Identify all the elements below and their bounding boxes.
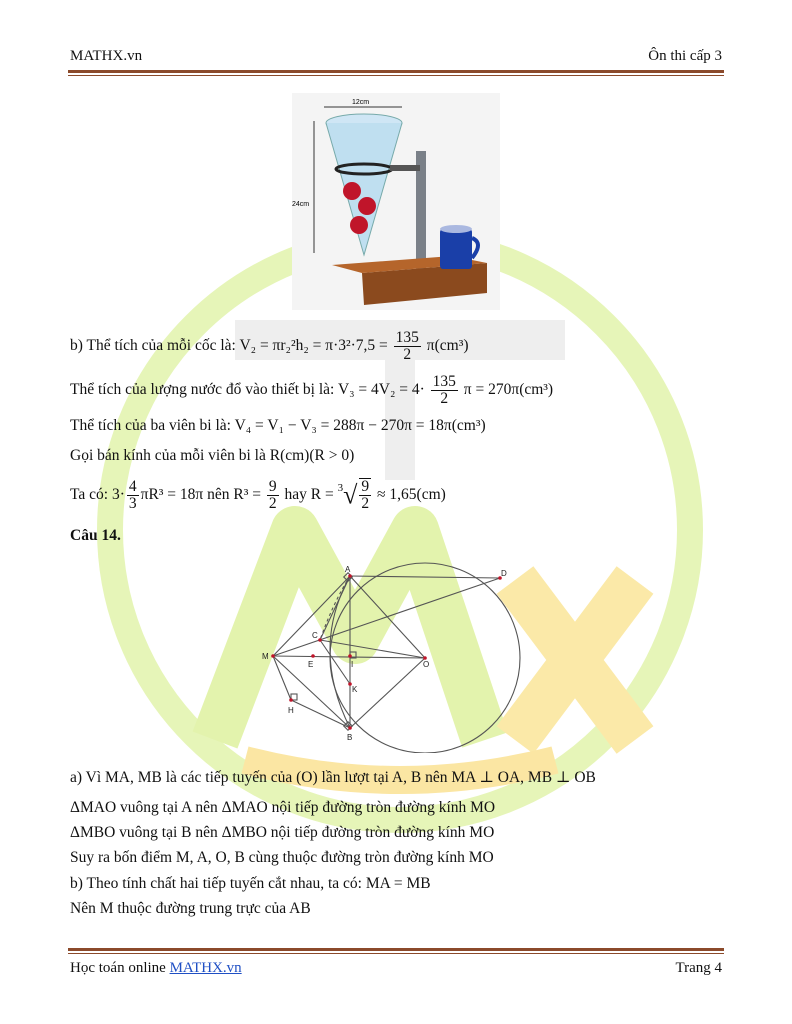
footer-rule-thin xyxy=(68,953,724,954)
taco-num3: 9 xyxy=(361,478,370,496)
taco-fraction1 xyxy=(127,479,139,512)
cup-volume-unit: π(cm³) xyxy=(426,337,469,355)
answer-a2: ΔMAO vuông tại A nên ΔMAO nội tiếp đường tròn đường kính MO xyxy=(70,799,496,816)
taco-expr2: πR³ = 18π xyxy=(140,486,204,503)
taco-den2: 2 xyxy=(268,494,277,512)
header-subject: Ôn thi cấp 3 xyxy=(648,48,722,64)
footer-rule xyxy=(68,948,724,951)
water-volume-num: 135 xyxy=(432,373,456,390)
taco-num1: 4 xyxy=(128,477,137,495)
line-water-volume xyxy=(70,374,553,407)
taco-den1: 3 xyxy=(128,494,137,512)
footer-text: Học toán online xyxy=(70,960,166,976)
label-point-e: E xyxy=(308,660,314,669)
label-point-o: O xyxy=(423,660,430,669)
label-point-a: A xyxy=(345,565,351,574)
taco-den3: 2 xyxy=(361,495,370,513)
geometry-figure xyxy=(255,548,555,753)
taco-hay: hay xyxy=(284,486,307,503)
taco-nen: nên xyxy=(207,486,230,503)
answer-a1: a) Vì MA, MB là các tiếp tuyến của (O) lần lượt tại A, B nên MA ⊥ OA, MB ⊥ OB xyxy=(70,769,596,786)
label-point-k: K xyxy=(352,685,358,694)
cube-root-index: 3 xyxy=(337,482,344,494)
root-sign-icon: √ xyxy=(343,480,358,510)
line-balls-volume xyxy=(70,416,486,436)
cup-volume-den: 2 xyxy=(403,346,412,363)
answer-a3: ΔMBO vuông tại B nên ΔMBO nội tiếp đường tròn đường kính MO xyxy=(70,824,495,841)
header-site-name: MATHX.vn xyxy=(70,48,143,64)
cup-volume-fraction xyxy=(394,330,421,363)
footer-left xyxy=(70,960,242,977)
taco-expr3: R³ = xyxy=(233,486,262,503)
taco-num2: 9 xyxy=(268,477,277,495)
label-point-m: M xyxy=(262,652,269,661)
header-rule xyxy=(68,70,724,73)
taco-fraction3 xyxy=(359,478,371,512)
balls-volume-text: Thể tích của ba viên bi là: xyxy=(70,417,231,434)
answer-b2: Nên M thuộc đường trung trực của AB xyxy=(70,900,311,917)
water-volume-text: Thể tích của lượng nước đổ vào thiết bị là: xyxy=(70,381,335,399)
taco-text: Ta có: xyxy=(70,486,109,503)
water-volume-expr: V₃ = 4V₂ = 4· xyxy=(337,381,425,399)
line-taco xyxy=(70,478,446,512)
page-number: Trang 4 xyxy=(675,960,722,976)
taco-expr5: ≈ 1,65(cm) xyxy=(377,486,446,503)
label-point-d: D xyxy=(501,569,507,578)
cup-volume-expr: V₂ = πr₂²h₂ = π·3²·7,5 = xyxy=(239,337,388,355)
taco-expr4: R = xyxy=(310,486,334,503)
footer-site-link[interactable]: MATHX.vn xyxy=(169,960,242,976)
label-12cm: 12cm xyxy=(352,99,370,106)
water-volume-result: π = 270π(cm³) xyxy=(463,381,554,399)
label-point-h: H xyxy=(288,706,294,715)
taco-expr1: 3· xyxy=(111,486,125,503)
cone-apparatus-figure xyxy=(292,93,500,310)
cup-volume-text: b) Thể tích của mỗi cốc là: xyxy=(70,337,236,355)
question-heading: Câu 14. xyxy=(70,527,121,544)
radius-expr: R(cm)(R > 0) xyxy=(269,447,355,464)
radius-text: Gọi bán kính của mỗi viên bi là xyxy=(70,447,266,464)
water-volume-den: 2 xyxy=(440,390,449,407)
header-rule-thin xyxy=(68,75,724,76)
label-point-b: B xyxy=(347,733,353,742)
water-volume-fraction xyxy=(431,374,458,407)
answer-a4: Suy ra bốn điểm M, A, O, B cùng thuộc đường tròn đường kính MO xyxy=(70,849,494,866)
answer-b1: b) Theo tính chất hai tiếp tuyến cắt nhau, ta có: MA = MB xyxy=(70,875,431,892)
cup-volume-num: 135 xyxy=(395,329,419,346)
label-24cm: 24cm xyxy=(292,201,310,208)
line-radius xyxy=(70,446,354,466)
label-point-c: C xyxy=(312,631,318,640)
label-point-i: I xyxy=(351,660,354,669)
taco-fraction2 xyxy=(267,479,279,512)
balls-volume-expr: V₄ = V₁ − V₃ = 288π − 270π = 18π(cm³) xyxy=(234,417,486,434)
line-cup-volume xyxy=(70,330,469,363)
